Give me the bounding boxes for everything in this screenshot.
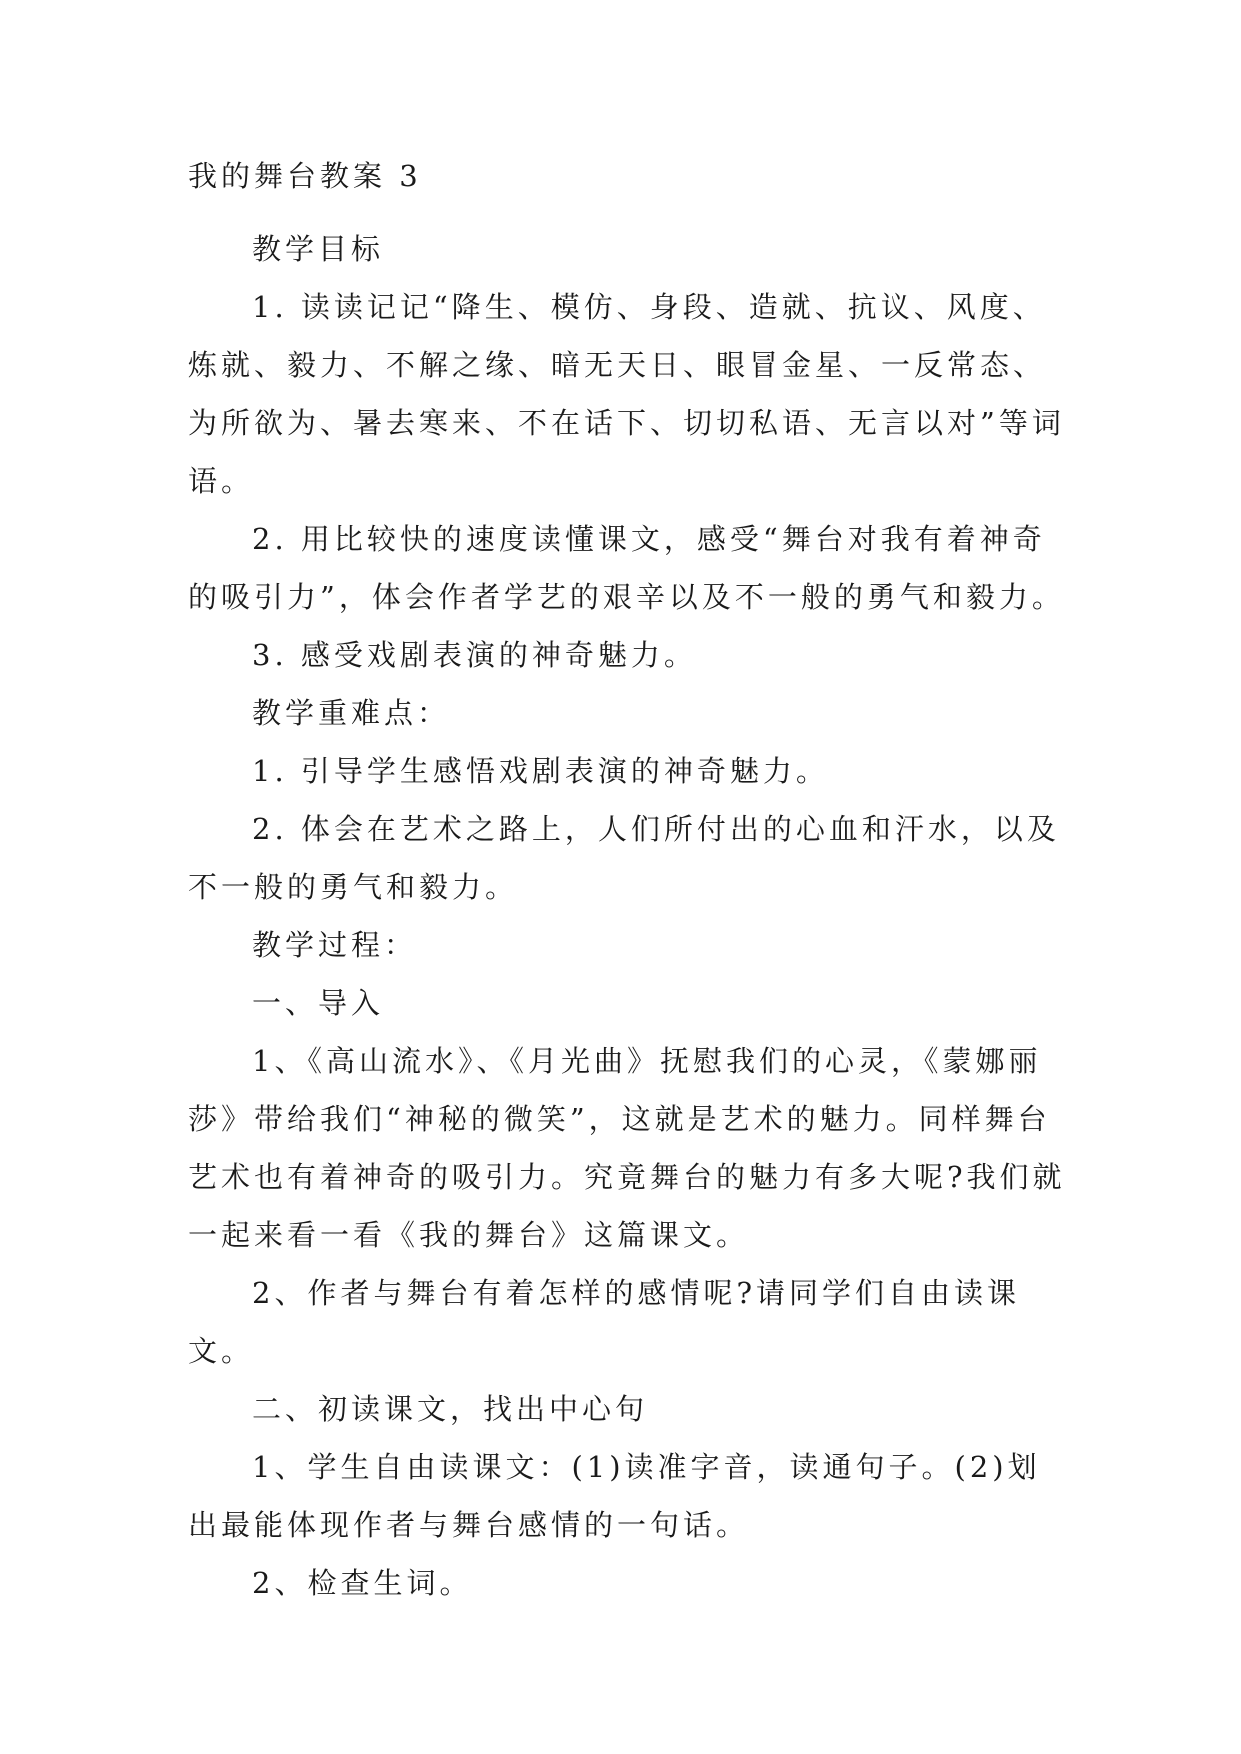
section-heading-objectives: 教学目标: [252, 232, 385, 266]
process-step-heading-1: 一、导入: [252, 986, 385, 1020]
objective-item-1: 1. 读读记记“降生、模仿、身段、造就、抗议、风度、炼就、毅力、不解之缘、暗无天日、眼冒金星、一反常态、为所欲为、暑去寒来、不在话下、切切私语、无言以对”等词语。: [188, 290, 1065, 498]
objective-item-2: 2. 用比较快的速度读懂课文，感受“舞台对我有着神奇的吸引力”，体会作者学艺的艰辛以及不一般的勇气和毅力。: [188, 522, 1065, 614]
key-point-item-2: 2. 体会在艺术之路上，人们所付出的心血和汗水，以及不一般的勇气和毅力。: [188, 812, 1060, 904]
section-heading-key-points: 教学重难点：: [252, 696, 451, 730]
key-point-item-1: 1. 引导学生感悟戏剧表演的神奇魅力。: [252, 754, 829, 788]
process-step-heading-2: 二、初读课文，找出中心句: [252, 1392, 649, 1426]
objective-item-3: 3. 感受戏剧表演的神奇魅力。: [252, 638, 697, 672]
process-step-1-item-2: 2、作者与舞台有着怎样的感情呢?请同学们自由读课文。: [188, 1276, 1020, 1368]
document-page: [188, 160, 1068, 1612]
process-step-1-item-1: 1、《高山流水》、《月光曲》抚慰我们的心灵，《蒙娜丽莎》带给我们“神秘的微笑”，这就是艺术的魅力。同样舞台艺术也有着神奇的吸引力。究竟舞台的魅力有多大呢?我们就一起来看一看《我的舞台》这篇课文。: [188, 1044, 1066, 1252]
process-step-2-item-1: 1、学生自由读课文：(1)读准字音，读通句子。(2)划出最能体现作者与舞台感情的一句话。: [188, 1450, 1041, 1542]
section-heading-process: 教学过程：: [252, 928, 418, 962]
process-step-2-item-2: 2、检查生词。: [252, 1566, 473, 1600]
document-title: 我的舞台教案 3: [188, 159, 422, 193]
